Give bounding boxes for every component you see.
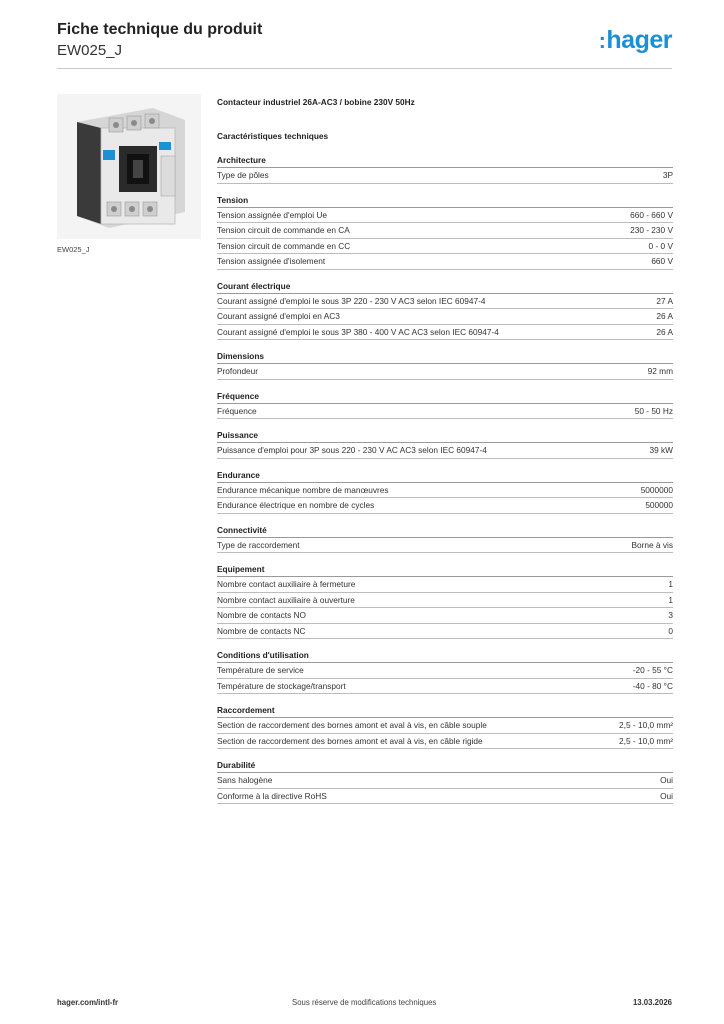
- spec-value: 3P: [662, 170, 673, 180]
- spec-value: 230 - 230 V: [630, 225, 673, 235]
- spec-section: [217, 390, 673, 420]
- spec-label: Courant assigné d'emploi le sous 3P 220 - 230 V AC3 selon IEC 60947-4: [217, 295, 486, 306]
- spec-row: [217, 679, 673, 695]
- spec-label: Courant assigné d'emploi le sous 3P 380 - 400 V AC AC3 selon IEC 60947-4: [217, 326, 499, 337]
- spec-section: [217, 280, 673, 341]
- page-footer: [57, 998, 672, 1010]
- spec-section: [217, 649, 673, 694]
- header-divider: [57, 68, 672, 69]
- spec-value: 39 kW: [649, 445, 673, 455]
- spec-section: [217, 429, 673, 459]
- spec-value: 1: [668, 579, 673, 589]
- spec-row: [217, 608, 673, 624]
- spec-row: [217, 734, 673, 750]
- section-title: Durabilité: [217, 759, 673, 773]
- product-image: [57, 94, 201, 239]
- spec-label: Fréquence: [217, 405, 257, 416]
- spec-label: Endurance électrique en nombre de cycles: [217, 500, 375, 510]
- spec-value: 660 - 660 V: [630, 209, 673, 220]
- hager-logo: :hager: [598, 26, 672, 54]
- spec-value: 500000: [645, 500, 673, 510]
- spec-row: [217, 168, 673, 184]
- spec-row: [217, 538, 673, 554]
- spec-row: [217, 718, 673, 734]
- spec-value: 50 - 50 Hz: [634, 405, 673, 416]
- footer-disclaimer: Sous réserve de modifications techniques: [292, 998, 437, 1007]
- spec-value: 27 A: [656, 295, 673, 306]
- spec-row: [217, 239, 673, 255]
- spec-section: [217, 194, 673, 270]
- spec-section: [217, 469, 673, 514]
- section-title: Conditions d'utilisation: [217, 649, 673, 663]
- spec-row: [217, 223, 673, 239]
- spec-label: Tension assignée d'emploi Ue: [217, 209, 327, 220]
- spec-row: [217, 773, 673, 789]
- spec-value: 2,5 - 10,0 mm²: [619, 720, 673, 730]
- product-description: Contacteur industriel 26A-AC3 / bobine 230V 50Hz: [217, 97, 415, 107]
- spec-label: Nombre contact auxiliaire à ouverture: [217, 594, 355, 605]
- spec-label: Endurance mécanique nombre de manœuvres: [217, 484, 389, 495]
- spec-label: Tension assignée d'isolement: [217, 256, 326, 266]
- document-header: [57, 20, 262, 60]
- spec-label: Courant assigné d'emploi en AC3: [217, 311, 340, 321]
- section-title: Dimensions: [217, 350, 673, 364]
- spec-label: Type de pôles: [217, 170, 269, 180]
- spec-row: [217, 663, 673, 679]
- spec-row: [217, 593, 673, 609]
- section-title: Endurance: [217, 469, 673, 483]
- spec-value: 5000000: [640, 484, 673, 495]
- spec-row: [217, 443, 673, 459]
- spec-label: Tension circuit de commande en CC: [217, 240, 351, 251]
- spec-value: -40 - 80 °C: [632, 680, 673, 691]
- spec-row: [217, 789, 673, 805]
- spec-section: [217, 154, 673, 184]
- spec-value: 3: [668, 610, 673, 620]
- spec-row: [217, 309, 673, 325]
- spec-label: Température de stockage/transport: [217, 680, 346, 691]
- spec-value: Oui: [660, 775, 673, 785]
- logo-text: hager: [606, 26, 672, 54]
- spec-label: Type de raccordement: [217, 539, 300, 550]
- spec-row: [217, 294, 673, 310]
- spec-content: [217, 96, 673, 804]
- spec-label: Sans halogène: [217, 775, 273, 785]
- spec-value: 0: [668, 625, 673, 636]
- spec-row: [217, 404, 673, 420]
- spec-value: 2,5 - 10,0 mm²: [619, 735, 673, 746]
- section-title: Courant électrique: [217, 280, 673, 294]
- spec-label: Conforme à la directive RoHS: [217, 790, 327, 801]
- spec-value: Borne à vis: [631, 539, 673, 550]
- section-title: Puissance: [217, 429, 673, 443]
- spec-label: Section de raccordement des bornes amont et aval à vis, en câble rigide: [217, 735, 483, 746]
- product-reference: EW025_J: [57, 42, 123, 59]
- footer-date: 13.03.2026: [632, 998, 672, 1007]
- spec-row: [217, 364, 673, 380]
- spec-value: 1: [668, 594, 673, 605]
- spec-value: 660 V: [651, 256, 673, 266]
- section-title: Raccordement: [217, 704, 673, 718]
- footer-website: hager.com/intl-fr: [57, 998, 119, 1007]
- spec-section: [217, 350, 673, 380]
- spec-label: Nombre de contacts NC: [217, 625, 306, 636]
- section-title: Architecture: [217, 154, 673, 168]
- spec-row: [217, 254, 673, 270]
- tech-characteristics-title: Caractéristiques techniques: [217, 131, 329, 141]
- spec-value: 0 - 0 V: [648, 240, 673, 251]
- spec-row: [217, 208, 673, 224]
- spec-row: [217, 325, 673, 341]
- spec-section: [217, 759, 673, 804]
- spec-row: [217, 483, 673, 499]
- spec-row: [217, 577, 673, 593]
- spec-label: Nombre contact auxiliaire à fermeture: [217, 579, 356, 589]
- spec-label: Nombre de contacts NO: [217, 610, 306, 620]
- spec-label: Température de service: [217, 665, 304, 675]
- spec-label: Puissance d'emploi pour 3P sous 220 - 230 V AC AC3 selon IEC 60947-4: [217, 445, 487, 455]
- spec-value: -20 - 55 °C: [632, 665, 673, 675]
- section-title: Fréquence: [217, 390, 673, 404]
- spec-label: Tension circuit de commande en CA: [217, 225, 350, 235]
- spec-value: 26 A: [656, 326, 673, 337]
- page-title: Fiche technique du produit: [57, 21, 263, 38]
- spec-value: 92 mm: [647, 366, 673, 376]
- section-title: Equipement: [217, 563, 673, 577]
- spec-value: Oui: [660, 790, 673, 801]
- spec-section: [217, 704, 673, 749]
- spec-label: Profondeur: [217, 366, 259, 376]
- spec-section: [217, 563, 673, 639]
- spec-value: 26 A: [656, 311, 673, 321]
- image-caption: EW025_J: [57, 245, 90, 254]
- section-title: Connectivité: [217, 524, 673, 538]
- spec-label: Section de raccordement des bornes amont et aval à vis, en câble souple: [217, 720, 487, 730]
- spec-row: [217, 624, 673, 640]
- spec-section: [217, 524, 673, 554]
- section-title: Tension: [217, 194, 673, 208]
- spec-sections: [217, 154, 673, 804]
- spec-row: [217, 498, 673, 514]
